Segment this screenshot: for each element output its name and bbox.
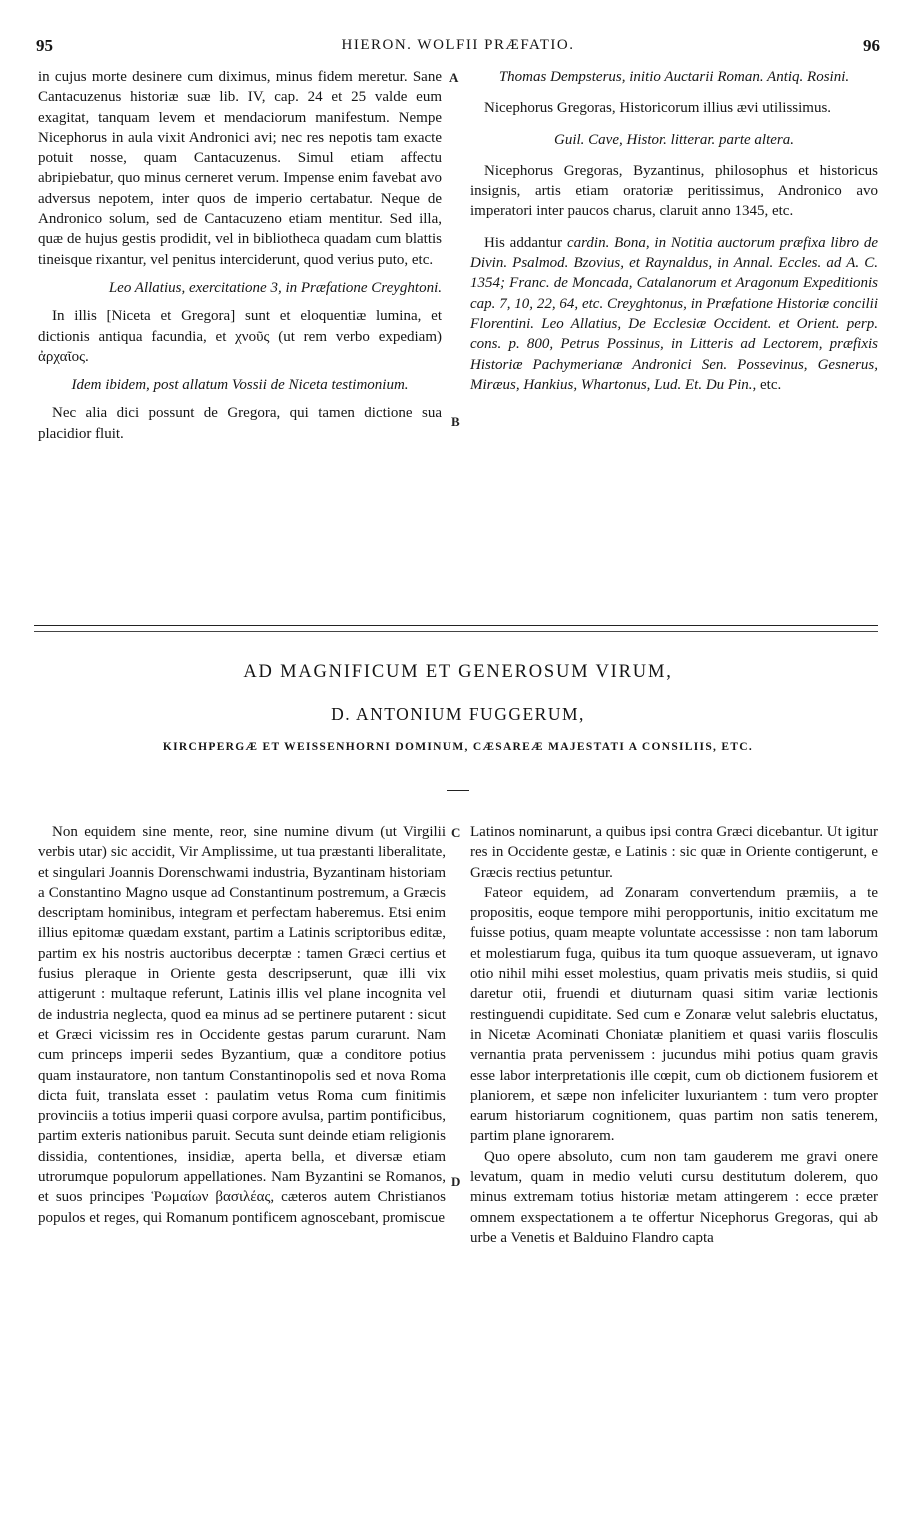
dedication-line-2: D. ANTONIUM FUGGERUM,: [331, 704, 585, 724]
citation: Idem ibidem, post allatum Vossii de Niceta testimonium.: [71, 377, 409, 394]
paragraph-lead: His addantur: [484, 234, 563, 251]
citation: Guil. Cave, Histor. litterar. parte altera.: [554, 131, 794, 148]
top-left-column: [38, 67, 442, 444]
paragraph: Latinos nominarunt, a quibus ipsi contra Græci dicebantur. Ut igitur res in Occidente gestæ, e Latinis : sic quæ in Oriente contigerunt, e Græcis rectius petuntur.: [470, 824, 878, 881]
paragraph: Nicephorus Gregoras, Byzantinus, philosophus et historicus insignis, artis etiam oratoriæ peritissimus, Andronico avo imperatori inter paucos charus, claruit anno 1345, etc.: [470, 162, 878, 220]
paragraph: Quo opere absoluto, cum non tam gauderem me gravi onere levatum, quam in medio veluti cursu destitutum dolerem, quo minus extremam totius historiæ metam attingerem : ecce præter omnem exspectationem a te offertur Nicephorus Gregoras, qui ab urbe a Venetis et Balduino Flandro capta: [470, 1148, 878, 1246]
paragraph: Nicephorus Gregoras, Historicorum illius ævi utilissimus.: [484, 100, 832, 117]
margin-letter-c: C: [451, 825, 461, 840]
running-title: HIERON. WOLFII PRÆFATIO.: [341, 37, 575, 53]
paragraph: in cujus morte desinere cum diximus, minus fidem meretur. Sane Cantacuzenus historiæ suæ lib. IV, cap. 24 et 25 valde eum exagitat, tanquam levem et mendaciorum manifestum. Nempe Nicephorus in aula vixit Andronici avi; nec res nepotis tam exacte potuit nosse, quam Cantacuzenus. Simul etiam affectu abripiebatur, quo minus cerneret verum. Impense enim favebat avo adversus nepotem, inter quos de imperio certabatur. Neque de Andronico solum, sed de Cantacuzeno etiam mentitur. Sed illa, quæ de hujus gestis prodidit, vel in bibliotheca quadam cum blattis tineisque rixantur, vel penitus interciderunt, quod verius puto, etc.: [38, 69, 442, 268]
dedication-line-3: KIRCHPERGÆ ET WEISSENHORNI DOMINUM, CÆSAREÆ MAJESTATI A CONSILIIS, ETC.: [162, 741, 754, 753]
dedication-line-1: AD MAGNIFICUM ET GENEROSUM VIRUM,: [243, 662, 673, 682]
paragraph: In illis [Niceta et Gregora] sunt et eloquentiæ lumina, et dictionis antiqua facundia, et χνοῦς (ut rem verbo expediam) ἀρχαῖος.: [38, 308, 442, 365]
paragraph: Fateor equidem, ad Zonaram convertendum præmiis, a te propositis, eoque tempore mihi peropportunis, initio excitatum me fuisse potius, quam meapte voluntate accessisse : non tam laborum et molestiarum fuga, quibus ita tum quoque assueveram, ut ignavo otio nihil mihi esset molestius, quam privatis meis studiis, si quid daretur otii, fruendi et diuturnam quasi sitim variæ lectionis restinguendi cupiditate. Sed cum e Zonaræ velut salebris eluctatus, in Nicetæ Acominati Choniatæ planitiem et quasi variis flosculis vernantia prata pervenissem : jucundus mihi potius quam gravis esse labor interpretationis ille cœpit, cum ob dictionem fusiorem et planiorem, et sæpe non infeliciter luxuriantem : tum vero propter earum historiarum cognitionem, quas partim non satis tenerem, partim plane ignorarem.: [470, 884, 878, 1145]
section-divider: [34, 625, 878, 632]
page-number-right: 96: [863, 36, 880, 55]
paragraph-end: etc.: [760, 376, 782, 393]
paragraph: [470, 233, 878, 395]
page-number-left: 95: [36, 36, 53, 55]
margin-letter-a: A: [449, 70, 459, 85]
paragraph: Non equidem sine mente, reor, sine numine divum (ut Virgilii verbis utar) sic accidit, Vir Amplissime, ut tua præstanti liberalitate, et singulari Joannis Dorenschwami industria, Byzantinam historiam a Constantino Magno usque ad Constantinum postremum, a Græcis descriptam hominibus, integram et perfectam haberemus. Etsi enim illius epitomæ quædam exstant, partim a Latinis scriptoribus editæ, partim ex his nostris auctoribus decerptæ : tamen Græci certius et fusius pleraque in Oriente gesta descripserunt, quæ illi vix attigerunt : multaque referunt, Latinis illis vel plane incognita vel de industria neglecta, quod ea minus ad se pertinere putarent : sicut et Græci vicissim res in Occidente gestas parum curarunt. Nam cum princeps imperii sedes Byzantium, quæ a conditore potius quam instauratore, non tantum Constantinopolis sed et nova Roma dicta fuit, translata esset : paulatim vetus Roma cum finitimis provinciis a totius imperii quasi corpore avulsa, partim pontificibus, partim exteris nationibus paruit. Secuta sunt deinde etiam religionis dissidia, contentiones, insidiæ, aperta bella, et diversæ etiam utrorumque populorum appellationes. Nam Byzantini se Romanos, et suos principes Ῥωμαίων βασιλέας, cæteros autem Christianos populos et reges, qui Romanum pontificem agnoscebant, promiscue: [38, 824, 446, 1226]
paragraph: Nec alia dici possunt de Gregora, qui tamen dictione sua placidior fluit.: [38, 405, 442, 442]
authorities-list: cardin. Bona, in Notitia auctorum præfixa libro de Divin. Psalmod. Bzovius, et Raynaldus, in Annal. Eccles. ad A. C. 1354; Franc. de Moncada, Catalanorum et Aragonum Expeditionis cap. 7, 10, 22, 64, etc. Creyghtonus, in Præfatione Historiæ concilii Florentini. Leo Allatius, De Ecclesiæ Occident. et Orient. perp. cons. p. 800, Petrus Possinus, in Litteris ad Lectorem, præfixis Historiæ Pachymerianæ Andronici Sen. Possevinus, Gesnerus, Miræus, Hankius, Whartonus, Lud. Et. Du Pin.,: [470, 234, 878, 393]
bottom-right-column: [470, 822, 878, 1248]
margin-letter-d: D: [451, 1174, 461, 1189]
bottom-left-column: [38, 822, 446, 1228]
top-right-column: [470, 67, 878, 395]
citation: Leo Allatius, exercitatione 3, in Præfatione Creyghtoni.: [108, 279, 442, 296]
citation: Thomas Dempsterus, initio Auctarii Roman. Antiq. Rosini.: [498, 69, 850, 85]
running-head: [30, 36, 886, 60]
margin-letter-b: B: [451, 414, 460, 429]
short-divider: [447, 790, 469, 791]
